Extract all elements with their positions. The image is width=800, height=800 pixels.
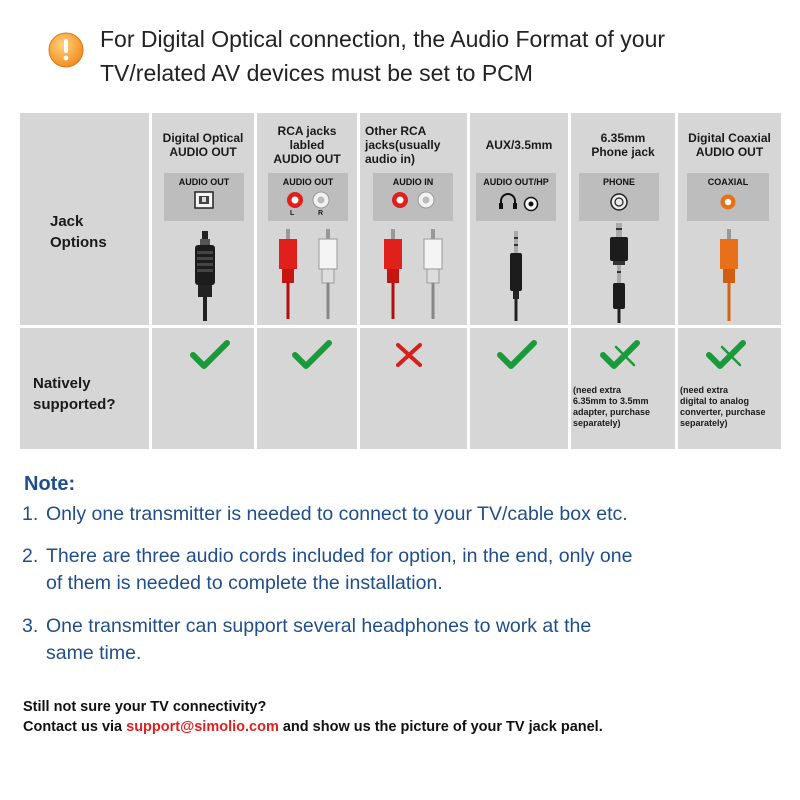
optical-cable-icon: [183, 231, 227, 321]
grid-divider: [568, 113, 571, 449]
note-number: 2.: [22, 545, 39, 567]
note-text: same time.: [46, 642, 142, 664]
rca-left-label: L: [290, 210, 295, 217]
cross-mark-icon: [394, 341, 424, 369]
jack-panel-aux: [476, 173, 556, 221]
aux-cable-icon: [504, 231, 528, 321]
grid-divider: [149, 113, 152, 449]
column-header-line: AUDIO OUT: [169, 145, 237, 159]
column-header-line: 6.35mm: [600, 131, 646, 145]
grid-divider: [20, 325, 781, 328]
note-line: adapter, purchase: [573, 407, 651, 417]
footer-question: Still not sure your TV connectivity?: [23, 699, 267, 715]
row-label-line: Jack: [50, 213, 84, 230]
exclamation-circle-icon: [48, 32, 84, 68]
footer-text: Contact us via: [23, 719, 127, 735]
note-line: (need extra: [680, 385, 729, 395]
note-line: separately): [680, 418, 728, 428]
jack-panel-label: AUDIO OUT: [282, 177, 334, 187]
row-label-line: Options: [50, 234, 107, 251]
note-line: 6.35mm to 3.5mm: [573, 396, 649, 406]
column-header-aux: [470, 138, 568, 152]
jack-panel-label: PHONE: [602, 177, 635, 187]
check-mark-icon: [497, 339, 537, 371]
note-item-2: [22, 543, 632, 597]
column-header-line: jacks(usually: [365, 138, 441, 152]
column-header-coaxial: [678, 131, 781, 159]
column-header-phone-jack: [571, 131, 675, 159]
check-mark-icon: [292, 339, 332, 371]
coaxial-cable-icon: [717, 229, 741, 321]
row-label-line: Natively: [33, 375, 91, 392]
phone-adapter-cable-icon: [604, 223, 634, 323]
header-message: [100, 22, 665, 90]
header-banner: [48, 18, 788, 88]
check-mark-icon: [190, 339, 230, 371]
column-header-rca-out: [257, 124, 357, 166]
note-line: (need extra: [573, 385, 622, 395]
jack-panel-phone: [579, 173, 659, 221]
jack-panel-rca-in: [373, 173, 453, 221]
note-item-1: [22, 501, 628, 528]
jack-panel-rca-out: [268, 173, 348, 221]
conditional-check-icon: [706, 339, 746, 371]
column-header-line: RCA jacks: [277, 124, 337, 138]
note-text: There are three audio cords included for option, in the end, only one: [46, 545, 633, 567]
column-header-line: labled: [289, 138, 325, 152]
coaxial-port-icon: [687, 173, 769, 221]
adapter-note: [573, 385, 673, 429]
column-header-digital-optical: [152, 131, 254, 159]
note-line: separately): [573, 418, 621, 428]
note-text: Only one transmitter is needed to connect to your TV/cable box etc.: [46, 503, 628, 525]
note-line: digital to analog: [680, 396, 749, 406]
column-header-line: Digital Coaxial: [688, 131, 771, 145]
rca-cable-icon: [375, 229, 451, 321]
jack-panel-label: AUDIO IN: [392, 177, 434, 187]
note-number: 3.: [22, 615, 39, 637]
column-header-line: AUX/3.5mm: [485, 138, 553, 152]
column-header-line: AUDIO OUT: [695, 145, 764, 159]
note-text: One transmitter can support several headphones to work at the: [46, 615, 592, 637]
column-header-line: AUDIO OUT: [273, 152, 341, 166]
support-email-link[interactable]: support@simolio.com: [126, 719, 279, 735]
row-label-line: supported?: [33, 396, 116, 413]
column-header-line: Digital Optical: [162, 131, 244, 145]
notes-title: Note:: [24, 473, 76, 495]
row-label-natively-supported: [33, 373, 116, 415]
phone-port-icon: [579, 173, 659, 221]
note-line: converter, purchase: [680, 407, 766, 417]
jack-panel-label: COAXIAL: [707, 177, 749, 187]
row-label-jack-options: [50, 211, 107, 253]
footer-text: and show us the picture of your TV jack panel.: [278, 719, 603, 735]
rca-ports-icon: [268, 173, 348, 221]
footer-contact-line: [23, 717, 793, 737]
note-item-3: [22, 613, 591, 667]
note-number: 1.: [22, 503, 39, 525]
jack-panel-label: AUDIO OUT: [178, 177, 230, 187]
column-header-line: Other RCA: [365, 124, 427, 138]
grid-divider: [675, 113, 678, 449]
header-line-2: TV/related AV devices must be set to PCM: [100, 60, 533, 86]
rca-right-label: R: [318, 210, 324, 217]
headphone-jack-icon: [476, 173, 556, 221]
converter-note: [680, 385, 780, 429]
conditional-check-icon: [600, 339, 640, 371]
jack-panel-coaxial: [687, 173, 769, 221]
header-line-1: For Digital Optical connection, the Audio Format of your: [100, 26, 666, 52]
column-header-line: Phone jack: [591, 145, 655, 159]
note-text: of them is needed to complete the installation.: [46, 572, 443, 594]
optical-port-icon: [164, 173, 244, 221]
jack-panel-optical: [164, 173, 244, 221]
rca-ports-icon: [373, 173, 453, 221]
column-header-line: audio in): [365, 152, 415, 166]
column-header-other-rca: [360, 124, 472, 166]
rca-cable-icon: [270, 229, 346, 321]
jack-compatibility-table: [20, 113, 781, 449]
jack-panel-label: AUDIO OUT/HP: [483, 177, 549, 187]
contact-footer: [23, 697, 793, 737]
